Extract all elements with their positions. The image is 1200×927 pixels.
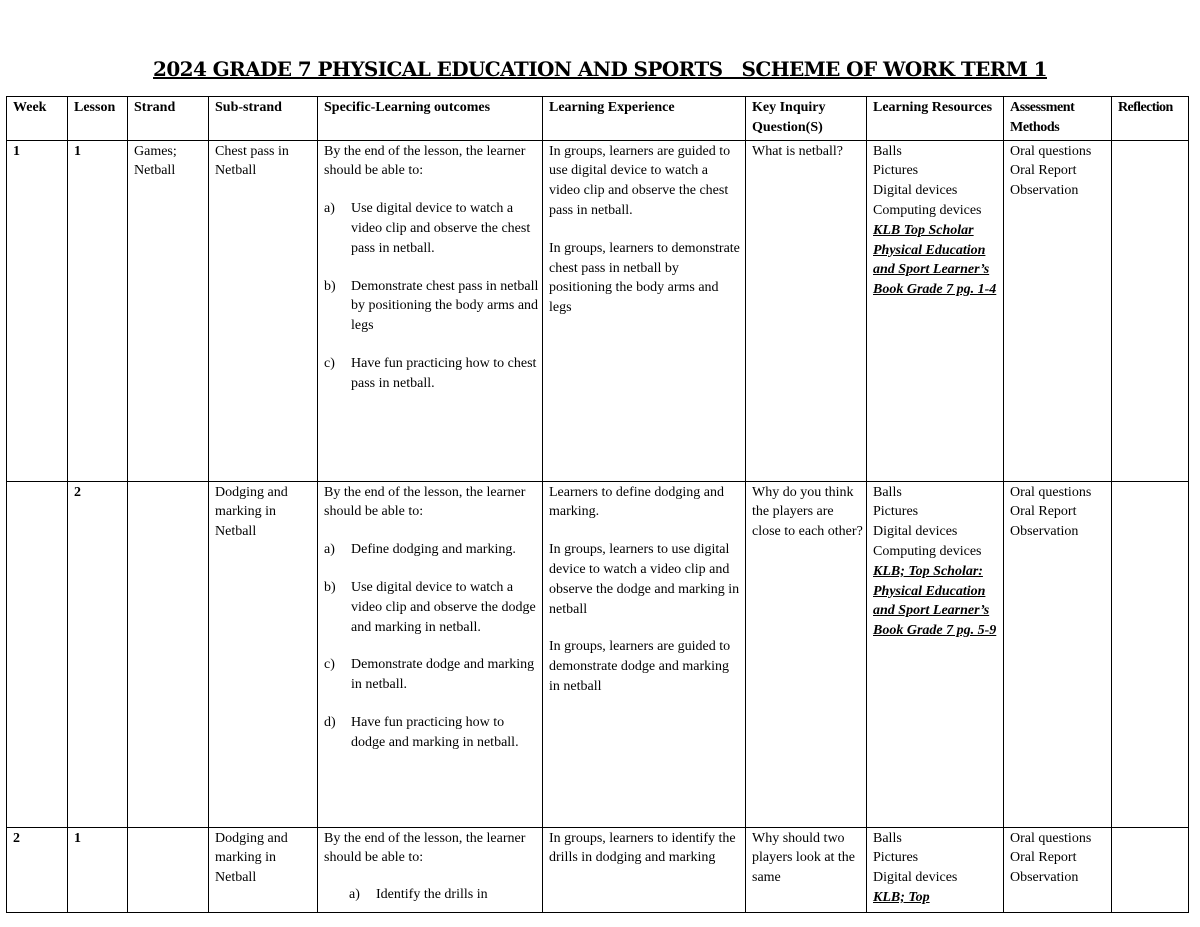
cell-week: 2 [7,827,68,912]
assessment-item: Oral Report [1010,850,1077,866]
outcomes-list [324,540,539,752]
resource-item: Computing devices [873,543,982,559]
cell-assessment [1004,481,1112,827]
list-marker: a) [324,201,335,217]
list-marker: b) [324,278,336,294]
cell-lesson: 1 [68,140,128,481]
table-row [7,481,1189,827]
resource-item: Digital devices [873,183,958,199]
header-outcomes: Specific-Learning outcomes [318,97,543,141]
list-item-text: Use digital device to watch a video clip and observe the chest pass in netball. [351,201,531,256]
cell-resources [867,827,1004,912]
resource-item: Digital devices [873,870,958,886]
header-assessment: Assessment Methods [1004,97,1112,141]
resource-book-title: KLB; Top Scholar: Physical Education and Sport Learner’s Book Grade 7 pg. 5-9 [873,563,997,639]
assessment-list [1010,829,1108,888]
assessment-item: Oral questions [1010,484,1092,500]
list-item-text: Have fun practicing how to chest pass in netball. [351,355,537,391]
resource-item: Balls [873,830,902,846]
cell-experience [543,481,746,827]
cell-week: 1 [7,140,68,481]
list-item [324,540,539,560]
resource-book-title: KLB; Top [873,889,930,905]
header-inquiry: Key Inquiry Question(S) [746,97,867,141]
cell-reflection [1112,140,1189,481]
cell-week [7,481,68,827]
outcomes-list [324,885,539,905]
resource-item: Balls [873,484,902,500]
resource-item: Pictures [873,504,919,520]
cell-strand [128,827,209,912]
resource-book-title: KLB Top Scholar Physical Education and Sport Learner’s Book Grade 7 pg. 1-4 [873,222,997,298]
assessment-list [1010,142,1108,201]
cell-resources [867,481,1004,827]
header-experience: Learning Experience [543,97,746,141]
list-item [324,655,539,695]
cell-outcomes [318,481,543,827]
cell-assessment [1004,140,1112,481]
cell-experience [543,140,746,481]
cell-inquiry: Why should two players look at the same [746,827,867,912]
resource-item: Pictures [873,163,919,179]
cell-sub-strand: Dodging and marking in Netball [209,481,318,827]
experience-paragraph: In groups, learners to identify the drills in dodging and marking [549,830,736,866]
assessment-item: Oral Report [1010,504,1077,520]
experience-paragraph: In groups, learners to use digital device to watch a video clip and observe the dodge and marking in netball [549,542,740,617]
list-item [324,277,539,336]
cell-outcomes [318,140,543,481]
list-marker: b) [324,579,336,595]
cell-inquiry: Why do you think the players are close to each other? [746,481,867,827]
experience-paragraph: Learners to define dodging and marking. [549,484,724,520]
assessment-item: Oral Report [1010,163,1077,179]
list-marker: d) [324,714,336,730]
resources-list [873,829,1000,888]
list-item [324,199,539,258]
list-marker: c) [324,355,335,371]
header-week: Week [7,97,68,141]
resource-item: Balls [873,143,902,159]
header-reflection: Reflection [1112,97,1189,141]
cell-sub-strand: Chest pass in Netball [209,140,318,481]
cell-lesson: 1 [68,827,128,912]
header-row [7,97,1189,141]
assessment-list [1010,483,1108,542]
outcomes-list [324,199,539,393]
resources-list [873,142,1000,221]
header-sub-strand: Sub-strand [209,97,318,141]
table-row [7,827,1189,912]
list-item-text: Demonstrate chest pass in netball by positioning the body arms and legs [351,278,539,334]
outcomes-intro: By the end of the lesson, the learner should be able to: [324,143,526,179]
resource-item: Digital devices [873,524,958,540]
list-item [324,885,539,905]
cell-resources [867,140,1004,481]
cell-sub-strand: Dodging and marking in Netball [209,827,318,912]
list-item-text: Identify the drills in [376,887,488,903]
list-item-text: Have fun practicing how to dodge and marking in netball. [351,714,519,750]
assessment-item: Observation [1010,870,1079,886]
list-marker: a) [324,542,335,558]
assessment-item: Oral questions [1010,143,1092,159]
experience-paragraph: In groups, learners are guided to demonstrate dodge and marking in netball [549,639,731,694]
assessment-item: Observation [1010,183,1079,199]
header-lesson: Lesson [68,97,128,141]
list-item-text: Define dodging and marking. [351,542,516,558]
cell-reflection [1112,827,1189,912]
outcomes-intro: By the end of the lesson, the learner should be able to: [324,830,526,866]
resource-item: Computing devices [873,202,982,218]
document-title: 2024 GRADE 7 PHYSICAL EDUCATION AND SPORTS SCHEME OF WORK TERM 1 [153,57,1047,81]
outcomes-intro: By the end of the lesson, the learner should be able to: [324,484,526,520]
table-row [7,140,1189,481]
cell-strand [128,481,209,827]
cell-outcomes [318,827,543,912]
list-item [324,354,539,394]
cell-experience [543,827,746,912]
experience-paragraph: In groups, learners to demonstrate chest pass in netball by positioning the body arms and legs [549,240,740,316]
header-strand: Strand [128,97,209,141]
resources-list [873,483,1000,562]
experience-paragraph: In groups, learners are guided to use digital device to watch a video clip and observe the chest pass in netball. [549,143,731,218]
list-item-text: Use digital device to watch a video clip and observe the dodge and marking in netball. [351,579,536,635]
cell-strand: Games; Netball [128,140,209,481]
list-item [324,578,539,637]
list-item [324,713,539,753]
cell-lesson: 2 [68,481,128,827]
assessment-item: Oral questions [1010,830,1092,846]
resource-item: Pictures [873,850,919,866]
cell-inquiry: What is netball? [746,140,867,481]
list-item-text: Demonstrate dodge and marking in netball. [351,657,535,693]
assessment-item: Observation [1010,524,1079,540]
cell-assessment [1004,827,1112,912]
list-marker: c) [324,657,335,673]
header-resources: Learning Resources [867,97,1004,141]
list-marker: a) [349,887,360,903]
cell-reflection [1112,481,1189,827]
scheme-of-work-table [6,96,1189,913]
